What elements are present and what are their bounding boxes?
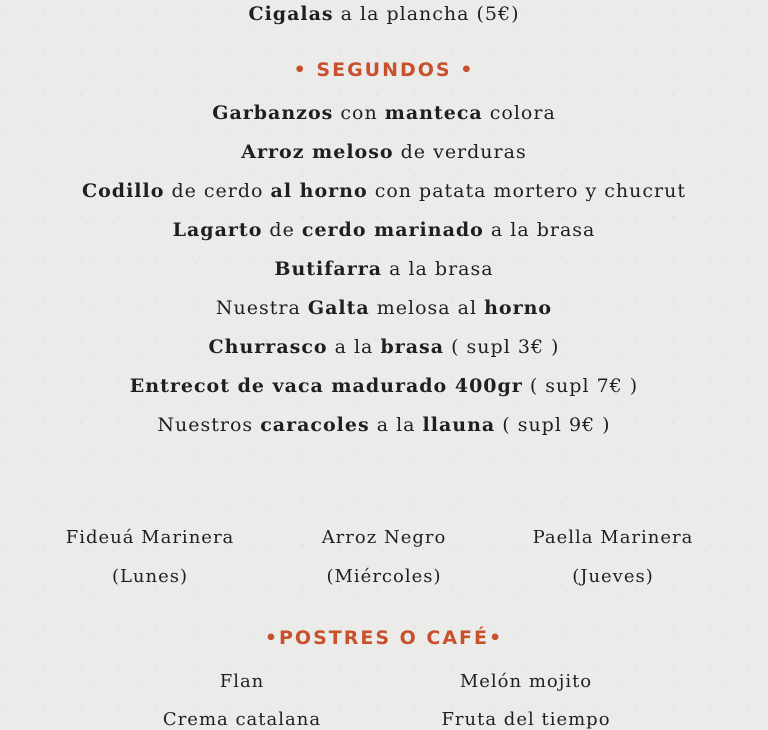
menu-item-highlight: brasa (380, 336, 445, 358)
menu-item-highlight: horno (484, 297, 553, 319)
menu-item-highlight: caracoles (260, 414, 370, 436)
special-name: Paella Marinera (532, 527, 694, 548)
menu-item-text: a la brasa (382, 258, 494, 280)
menu-item-highlight: Lagarto (172, 219, 263, 241)
menu-item-text: Nuestra (215, 297, 308, 319)
special-day: (Miércoles) (326, 566, 442, 587)
menu-item-highlight: Cigalas (248, 3, 334, 25)
menu-item-highlight: al horno (270, 180, 368, 202)
menu-item-text: a la (369, 414, 423, 436)
menu-item-text: a la (327, 336, 381, 358)
menu-item (0, 336, 768, 358)
menu-item-text: de cerdo (164, 180, 271, 202)
dessert-item: Melón mojito (459, 671, 593, 692)
menu-item (0, 375, 768, 397)
menu-item-text: ( supl 3€ ) (444, 336, 560, 358)
menu-item-text: Nuestros (157, 414, 261, 436)
menu-item (0, 3, 768, 25)
menu-item (0, 141, 768, 163)
special-name: Arroz Negro (321, 527, 447, 548)
menu-item-highlight: Butifarra (274, 258, 383, 280)
menu-item-text: con patata mortero y chucrut (367, 180, 686, 202)
menu-item-highlight: Entrecot de vaca madurado 400gr (129, 375, 523, 397)
menu-item (0, 180, 768, 202)
segundos-heading: • SEGUNDOS • (293, 59, 475, 81)
menu-item (0, 297, 768, 319)
dessert-item: Flan (219, 671, 265, 692)
menu-item-text: con (333, 102, 385, 124)
dessert-item: Fruta del tiempo (441, 709, 611, 730)
menu-item-text: melosa al (369, 297, 485, 319)
special-day: (Lunes) (111, 566, 189, 587)
menu-item-highlight: Arroz meloso (241, 141, 394, 163)
menu-item-text: a la brasa (483, 219, 596, 241)
menu-item-text: colora (482, 102, 556, 124)
dessert-item: Crema catalana (162, 709, 322, 730)
menu-item-text: a la plancha (5€) (333, 3, 520, 25)
special-day: (Jueves) (572, 566, 654, 587)
special-name: Fideuá Marinera (65, 527, 235, 548)
menu-item-highlight: manteca (384, 102, 483, 124)
menu-item (0, 219, 768, 241)
menu-item-text: de (262, 219, 302, 241)
menu-item (0, 258, 768, 280)
menu-item-text: ( supl 9€ ) (495, 414, 611, 436)
menu-item-highlight: Codillo (82, 180, 165, 202)
menu-item (0, 102, 768, 124)
menu-item-highlight: Garbanzos (212, 102, 334, 124)
menu-item-highlight: Galta (307, 297, 370, 319)
menu-item-highlight: cerdo marinado (301, 219, 484, 241)
menu-item-text: de verduras (393, 141, 527, 163)
menu-item (0, 414, 768, 436)
postres-heading: •POSTRES O CAFÉ• (264, 627, 504, 649)
menu-item-highlight: llauna (422, 414, 496, 436)
menu-item-highlight: Churrasco (208, 336, 328, 358)
menu-item-text: ( supl 7€ ) (522, 375, 639, 397)
